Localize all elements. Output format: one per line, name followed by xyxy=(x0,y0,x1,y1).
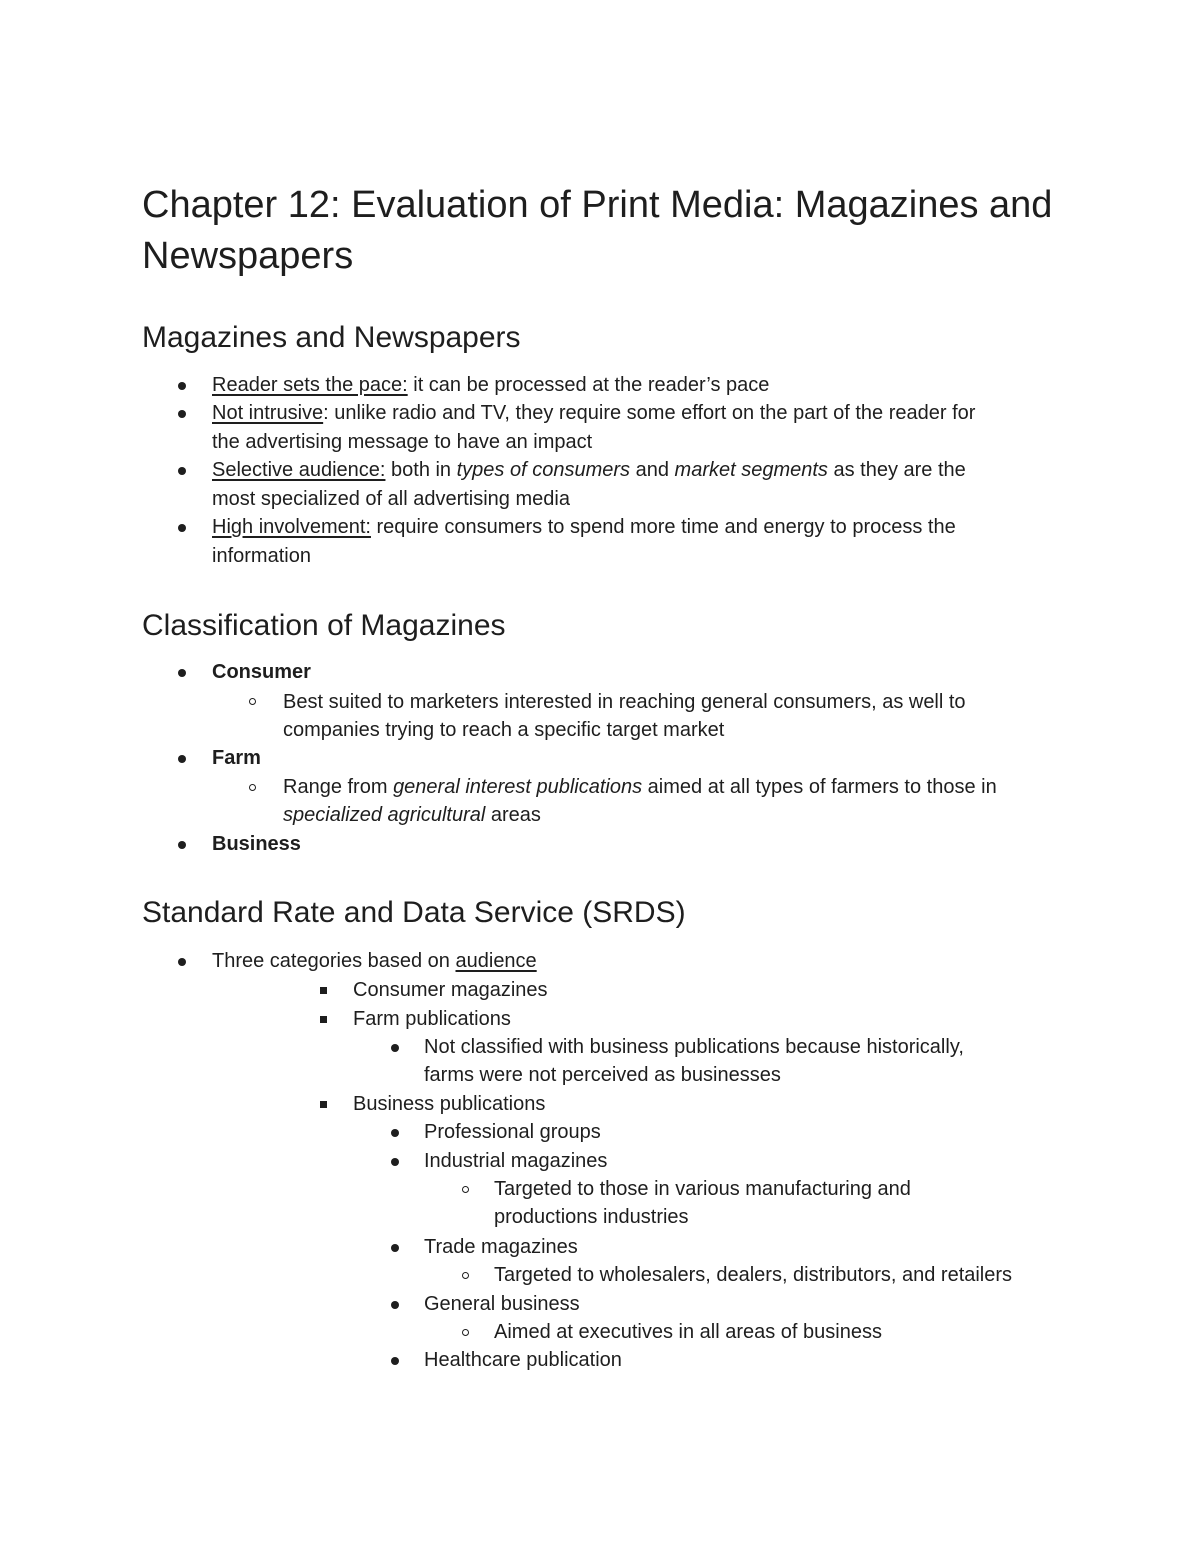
general-note: Aimed at executives in all areas of business xyxy=(494,1321,882,1343)
bullet-icon xyxy=(391,1301,399,1309)
trade-magazines: Trade magazines xyxy=(424,1236,578,1258)
page-title: Chapter 12: Evaluation of Print Media: Magazines and Newspapers xyxy=(142,184,1053,277)
general-business: General business xyxy=(424,1293,580,1315)
industrial-note: Targeted to those in various manufacturing and xyxy=(494,1178,911,1200)
bullet-icon xyxy=(178,841,186,849)
bullet-icon xyxy=(391,1158,399,1166)
circle-bullet-icon xyxy=(249,784,256,791)
srds-consumer-magazines: Consumer magazines xyxy=(353,979,548,1001)
consumer-description: Best suited to marketers interested in reaching general consumers, as well to xyxy=(283,691,966,713)
farm-publications-note: Not classified with business publications because historically, xyxy=(424,1036,964,1058)
bullet-icon xyxy=(178,755,186,763)
circle-bullet-icon xyxy=(462,1329,469,1336)
professional-groups: Professional groups xyxy=(424,1121,601,1143)
srds-business-publications: Business publications xyxy=(353,1093,546,1115)
farm-publications-note-cont: farms were not perceived as businesses xyxy=(424,1064,781,1086)
list-item-reader-sets-pace: Reader sets the pace: it can be processed at the reader’s pace xyxy=(212,374,770,396)
industrial-note-cont: productions industries xyxy=(494,1206,689,1228)
list-item-not-intrusive: Not intrusive: unlike radio and TV, they require some effort on the part of the reader for xyxy=(212,402,976,424)
section-heading-classification: Classification of Magazines xyxy=(142,609,506,642)
list-item-high-involvement-cont: information xyxy=(212,545,311,567)
bullet-icon xyxy=(178,524,186,532)
bullet-icon xyxy=(391,1044,399,1052)
farm-description-cont: specialized agricultural areas xyxy=(283,804,541,826)
list-item-high-involvement: High involvement: require consumers to spend more time and energy to process the xyxy=(212,516,956,538)
bullet-icon xyxy=(391,1129,399,1137)
list-item-selective-audience: Selective audience: both in types of consumers and market segments as they are the xyxy=(212,459,966,481)
healthcare-publication: Healthcare publication xyxy=(424,1349,622,1371)
farm-description: Range from general interest publications aimed at all types of farmers to those in xyxy=(283,776,997,798)
bullet-icon xyxy=(178,669,186,677)
srds-intro: Three categories based on audience xyxy=(212,950,537,972)
list-item-not-intrusive-cont: the advertising message to have an impact xyxy=(212,431,593,453)
bullet-icon xyxy=(178,410,186,418)
square-bullet-icon xyxy=(320,987,327,994)
srds-farm-publications: Farm publications xyxy=(353,1008,511,1030)
section-heading-magazines-newspapers: Magazines and Newspapers xyxy=(142,321,521,354)
trade-note: Targeted to wholesalers, dealers, distributors, and retailers xyxy=(494,1264,1013,1286)
bullet-icon xyxy=(178,958,186,966)
circle-bullet-icon xyxy=(462,1186,469,1193)
industrial-magazines: Industrial magazines xyxy=(424,1150,608,1172)
bullet-icon xyxy=(178,467,186,475)
list-item-business: Business xyxy=(212,833,301,855)
circle-bullet-icon xyxy=(462,1272,469,1279)
circle-bullet-icon xyxy=(249,698,256,705)
square-bullet-icon xyxy=(320,1101,327,1108)
bullet-icon xyxy=(178,382,186,390)
bullet-icon xyxy=(391,1244,399,1252)
square-bullet-icon xyxy=(320,1016,327,1023)
list-item-selective-audience-cont: most specialized of all advertising media xyxy=(212,488,570,510)
consumer-description-cont: companies trying to reach a specific target market xyxy=(283,719,725,741)
section-heading-srds: Standard Rate and Data Service (SRDS) xyxy=(142,896,686,929)
list-item-consumer: Consumer xyxy=(212,661,311,683)
bullet-icon xyxy=(391,1357,399,1365)
list-item-farm: Farm xyxy=(212,747,261,769)
